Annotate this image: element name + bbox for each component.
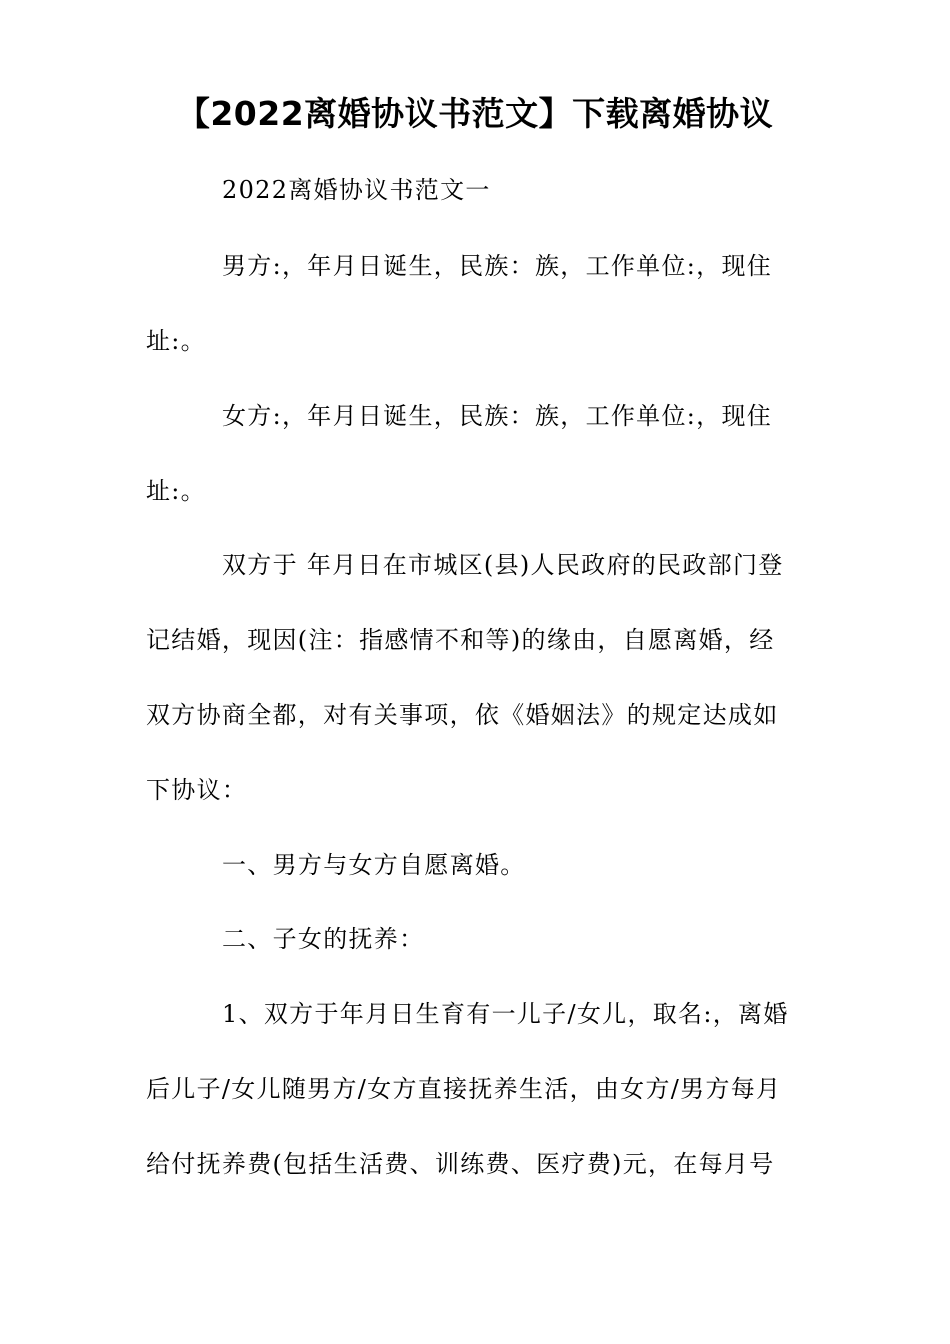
paragraph-line: 址:。	[146, 477, 206, 505]
paragraph-line: 址:。	[146, 327, 206, 355]
subtitle-line: 2022离婚协议书范文一	[222, 176, 491, 204]
paragraph-line: 下协议：	[146, 776, 248, 804]
paragraph-line: 男方:，年月日诞生，民族：族，工作单位:，现住	[222, 252, 773, 280]
paragraph-line: 给付抚养费(包括生活费、训练费、医疗费)元，在每月号	[146, 1150, 775, 1178]
paragraph-line: 一、男方与女方自愿离婚。	[222, 851, 526, 879]
paragraph-line: 二、子女的抚养：	[222, 925, 425, 953]
paragraph-line: 女方:，年月日诞生，民族：族，工作单位:，现住	[222, 402, 773, 430]
paragraph-line: 记结婚，现因(注：指感情不和等)的缘由，自愿离婚，经	[146, 626, 775, 654]
paragraph-line: 1、双方于年月日生育有一儿子/女儿，取名:，离婚	[222, 1000, 789, 1028]
paragraph-line: 双方于 年月日在市城区(县)人民政府的民政部门登	[222, 551, 784, 579]
paragraph-line: 双方协商全都，对有关事项，依《婚姻法》的规定达成如	[146, 701, 779, 729]
paragraph-line: 后儿子/女儿随男方/女方直接抚养生活，由女方/男方每月	[146, 1075, 782, 1103]
document-title: 【2022离婚协议书范文】下载离婚协议	[176, 94, 774, 133]
